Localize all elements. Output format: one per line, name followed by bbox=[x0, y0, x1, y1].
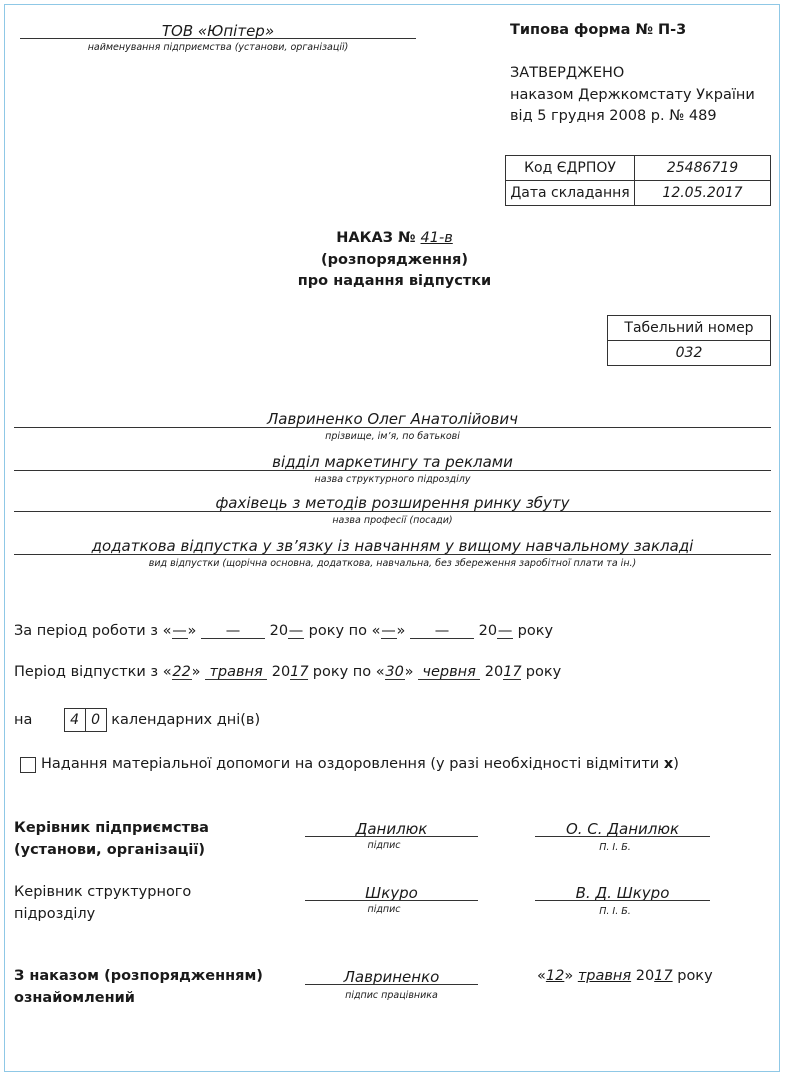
leave-type-line bbox=[14, 554, 771, 555]
ack-title-2: ознайомлений bbox=[14, 990, 135, 1006]
aid-mark: x bbox=[663, 756, 674, 772]
days-prefix: на bbox=[14, 712, 33, 728]
ack-signature-caption: підпис працівника bbox=[345, 990, 438, 1001]
leave-period-day-to: 30 bbox=[385, 664, 404, 680]
work-period-line bbox=[14, 623, 553, 639]
ack-date-text: » bbox=[564, 968, 574, 984]
ack-signature-line bbox=[305, 984, 478, 985]
work-period-text: За період роботи з « bbox=[14, 623, 172, 639]
ack-date bbox=[537, 968, 713, 984]
employee-position: фахівець з методів розширення ринку збуту bbox=[215, 494, 570, 512]
approved-order-line1: наказом Держкомстату України bbox=[510, 87, 755, 103]
work-period-text: року по « bbox=[308, 623, 381, 639]
work-period-text: » bbox=[187, 623, 197, 639]
ack-signature: Лавриненко bbox=[343, 968, 440, 986]
aid-text: Надання матеріальної допомоги на оздоровлення (у разі необхідності відмітити bbox=[41, 756, 664, 772]
dept-head-pib-caption: П. І. Б. bbox=[599, 906, 631, 917]
org-name: ТОВ «Юпітер» bbox=[161, 22, 275, 40]
leave-period-text: 20 bbox=[271, 664, 291, 680]
ack-date-text: 20 bbox=[635, 968, 655, 984]
leave-period-text: 20 bbox=[484, 664, 504, 680]
dept-head-title-2: підрозділу bbox=[14, 906, 96, 922]
work-period-text: » bbox=[396, 623, 406, 639]
dept-head-title-1: Керівник структурного bbox=[14, 884, 192, 900]
codes-label: Код ЄДРПОУ bbox=[506, 156, 635, 181]
employee-dept-line bbox=[14, 470, 771, 471]
leave-period-month-from: травня bbox=[205, 665, 267, 680]
employee-position-caption: назва професії (посади) bbox=[332, 515, 453, 526]
leave-period-line bbox=[14, 664, 561, 680]
work-period-year-from: — bbox=[288, 623, 304, 639]
approved-order-line2: від 5 грудня 2008 р. № 489 bbox=[510, 108, 717, 124]
leave-period-year-from: 17 bbox=[290, 664, 309, 680]
form-title: Типова форма № П-3 bbox=[510, 22, 687, 38]
aid-checkbox[interactable] bbox=[20, 757, 36, 773]
work-period-year-to: — bbox=[497, 623, 513, 639]
ack-date-text: року bbox=[677, 968, 713, 984]
employee-name-line bbox=[14, 427, 771, 428]
leave-period-text: Період відпустки з « bbox=[14, 664, 172, 680]
ack-date-day: 12 bbox=[545, 968, 565, 984]
leave-period-year-to: 17 bbox=[503, 664, 522, 680]
dept-head-pib: В. Д. Шкуро bbox=[575, 884, 670, 902]
order-number: 41-в bbox=[420, 230, 453, 246]
employee-name: Лавриненко Олег Анатолійович bbox=[266, 410, 518, 428]
days-suffix: календарних дні(в) bbox=[111, 712, 261, 728]
leave-period-day-from: 22 bbox=[172, 664, 191, 680]
leave-type-caption: вид відпустки (щорічна основна, додаткова, навчальна, без збереження заробітної плати та ін.) bbox=[148, 558, 637, 569]
work-period-text: 20 bbox=[269, 623, 289, 639]
org-line bbox=[20, 38, 416, 39]
dept-head-signature-caption: підпис bbox=[367, 904, 401, 915]
ack-title-1: З наказом (розпорядженням) bbox=[14, 968, 263, 984]
leave-type: додаткова відпустка у зв’язку із навчанням у вищому навчальному закладі bbox=[91, 537, 694, 555]
aid-label bbox=[41, 756, 679, 772]
work-period-day-from: — bbox=[172, 623, 187, 639]
leave-period-text: року по « bbox=[312, 664, 385, 680]
order-title bbox=[0, 230, 789, 246]
codes-value: 12.05.2017 bbox=[635, 181, 771, 206]
work-period-text: року bbox=[517, 623, 554, 639]
org-caption: найменування підприємства (установи, організації) bbox=[87, 42, 349, 53]
days-digit-2: 0 bbox=[86, 708, 107, 732]
tabel-label: Табельний номер bbox=[608, 316, 771, 341]
head-title-1: Керівник підприємства bbox=[14, 820, 209, 836]
order-subtitle: (розпорядження) bbox=[320, 252, 468, 268]
head-title-2: (установи, організації) bbox=[14, 842, 205, 858]
work-period-day-to: — bbox=[381, 623, 396, 639]
dept-head-signature: Шкуро bbox=[365, 884, 418, 902]
ack-date-year: 17 bbox=[654, 968, 673, 984]
tabel-table bbox=[607, 315, 771, 366]
leave-period-text: року bbox=[525, 664, 562, 680]
days-line bbox=[14, 708, 260, 732]
aid-close: ) bbox=[673, 756, 679, 772]
codes-row bbox=[506, 156, 771, 181]
head-signature: Данилюк bbox=[355, 820, 428, 838]
days-digit-1: 4 bbox=[64, 708, 86, 732]
head-signature-caption: підпис bbox=[367, 840, 401, 851]
work-period-text: 20 bbox=[478, 623, 498, 639]
head-pib-line bbox=[535, 836, 710, 837]
work-period-month-from: — bbox=[201, 624, 265, 639]
head-signature-line bbox=[305, 836, 478, 837]
head-pib-caption: П. І. Б. bbox=[599, 842, 631, 853]
employee-dept: відділ маркетингу та реклами bbox=[272, 453, 513, 471]
order-prefix: НАКАЗ № bbox=[336, 230, 416, 246]
approved-label: ЗАТВЕРДЖЕНО bbox=[510, 65, 625, 81]
leave-period-text: » bbox=[191, 664, 201, 680]
tabel-value: 032 bbox=[608, 341, 771, 366]
codes-label: Дата складання bbox=[506, 181, 635, 206]
codes-table bbox=[505, 155, 771, 206]
codes-value: 25486719 bbox=[635, 156, 771, 181]
ack-date-month: травня bbox=[577, 968, 632, 984]
employee-dept-caption: назва структурного підрозділу bbox=[314, 474, 471, 485]
order-subject: про надання відпустки bbox=[297, 273, 492, 289]
employee-name-caption: прізвище, ім’я, по батькові bbox=[325, 431, 460, 442]
employee-position-line bbox=[14, 511, 771, 512]
work-period-month-to: — bbox=[410, 624, 474, 639]
codes-row bbox=[506, 181, 771, 206]
ack-date-text: « bbox=[537, 968, 546, 984]
dept-head-pib-line bbox=[535, 900, 710, 901]
leave-period-month-to: червня bbox=[418, 665, 480, 680]
leave-period-text: » bbox=[404, 664, 414, 680]
head-pib: О. С. Данилюк bbox=[565, 820, 680, 838]
dept-head-signature-line bbox=[305, 900, 478, 901]
